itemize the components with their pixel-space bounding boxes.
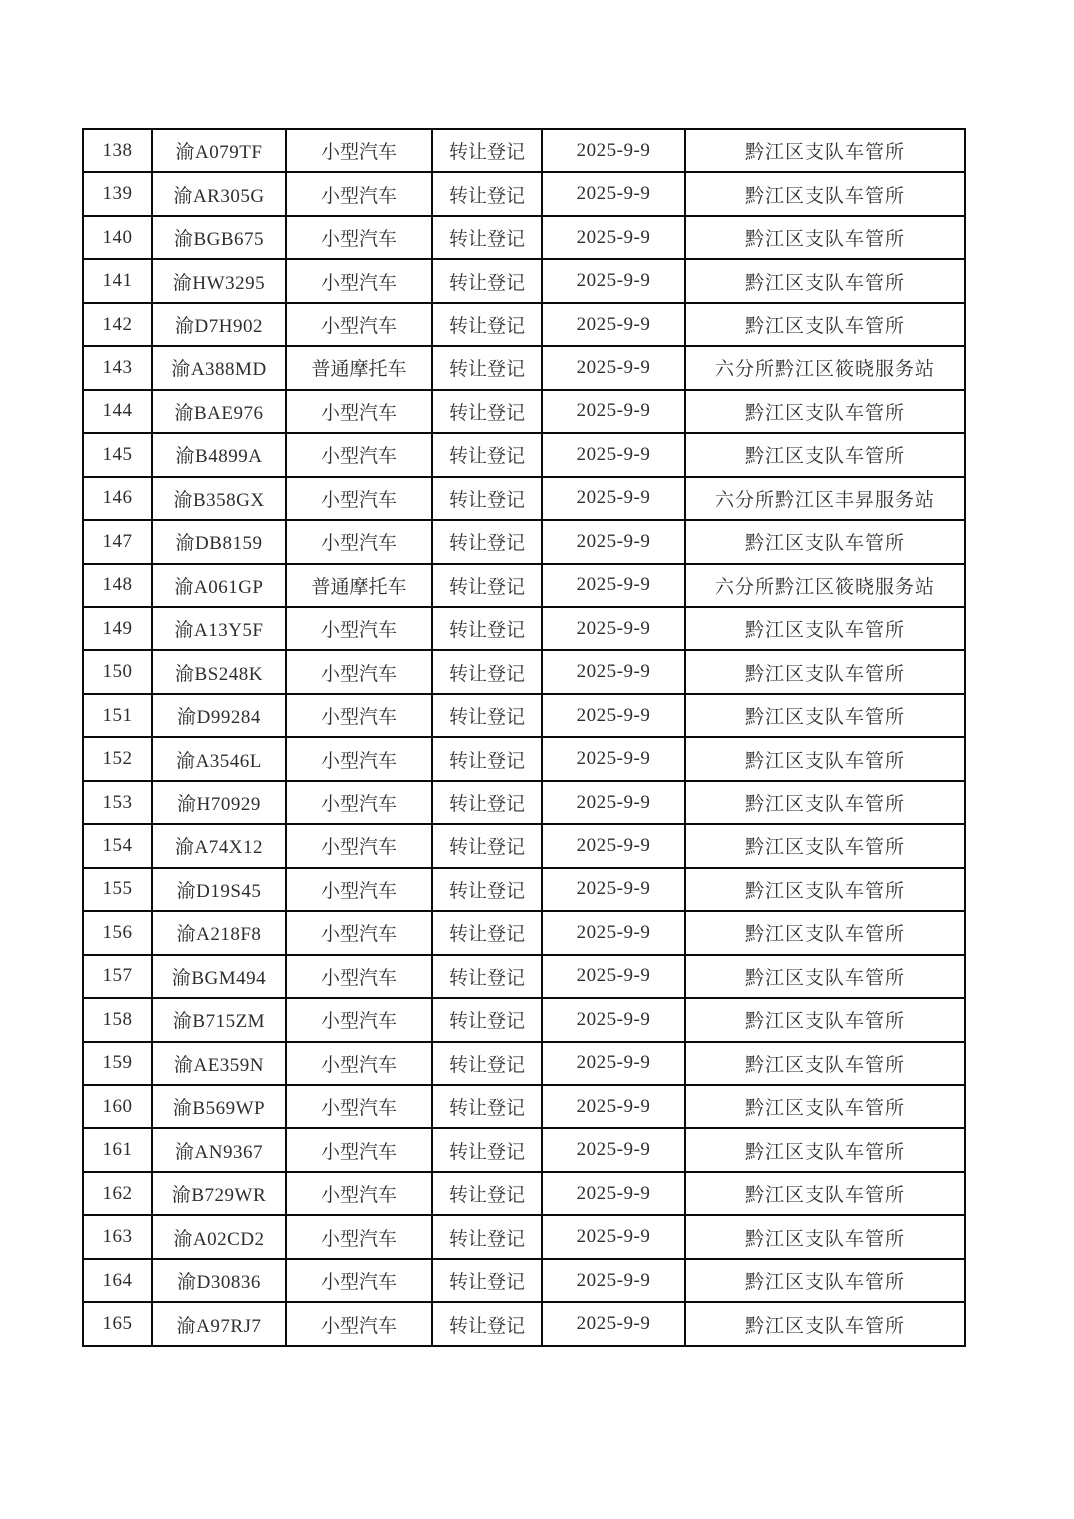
business-type-cell: 转让登记 (432, 781, 542, 824)
table-row (83, 1085, 965, 1128)
table-body (83, 129, 965, 1346)
row-number-cell: 164 (83, 1259, 152, 1302)
table-row (83, 911, 965, 954)
date-cell: 2025-9-9 (542, 868, 685, 911)
table-row (83, 824, 965, 867)
vehicle-registration-table (82, 128, 966, 1347)
vehicle-type-cell: 小型汽车 (286, 911, 432, 954)
table-row (83, 1259, 965, 1302)
business-type-cell: 转让登记 (432, 1085, 542, 1128)
date-cell: 2025-9-9 (542, 433, 685, 476)
vehicle-type-cell: 小型汽车 (286, 477, 432, 520)
plate-number-cell: 渝A74X12 (152, 824, 286, 867)
date-cell: 2025-9-9 (542, 1259, 685, 1302)
office-cell: 黔江区支队车管所 (685, 955, 965, 998)
office-cell: 黔江区支队车管所 (685, 520, 965, 563)
plate-number-cell: 渝A061GP (152, 564, 286, 607)
date-cell: 2025-9-9 (542, 998, 685, 1041)
table-row (83, 868, 965, 911)
vehicle-type-cell: 小型汽车 (286, 781, 432, 824)
office-cell: 黔江区支队车管所 (685, 216, 965, 259)
office-cell: 黔江区支队车管所 (685, 390, 965, 433)
business-type-cell: 转让登记 (432, 303, 542, 346)
business-type-cell: 转让登记 (432, 955, 542, 998)
office-cell: 黔江区支队车管所 (685, 172, 965, 215)
row-number-cell: 156 (83, 911, 152, 954)
plate-number-cell: 渝BGM494 (152, 955, 286, 998)
plate-number-cell: 渝B729WR (152, 1172, 286, 1215)
row-number-cell: 152 (83, 737, 152, 780)
vehicle-type-cell: 小型汽车 (286, 1172, 432, 1215)
date-cell: 2025-9-9 (542, 911, 685, 954)
vehicle-type-cell: 小型汽车 (286, 737, 432, 780)
vehicle-type-cell: 小型汽车 (286, 1085, 432, 1128)
business-type-cell: 转让登记 (432, 694, 542, 737)
business-type-cell: 转让登记 (432, 1172, 542, 1215)
date-cell: 2025-9-9 (542, 390, 685, 433)
row-number-cell: 145 (83, 433, 152, 476)
business-type-cell: 转让登记 (432, 129, 542, 172)
vehicle-type-cell: 小型汽车 (286, 520, 432, 563)
business-type-cell: 转让登记 (432, 433, 542, 476)
table-row (83, 216, 965, 259)
vehicle-type-cell: 普通摩托车 (286, 346, 432, 389)
row-number-cell: 142 (83, 303, 152, 346)
business-type-cell: 转让登记 (432, 259, 542, 302)
vehicle-type-cell: 小型汽车 (286, 303, 432, 346)
date-cell: 2025-9-9 (542, 259, 685, 302)
business-type-cell: 转让登记 (432, 216, 542, 259)
table-row (83, 694, 965, 737)
vehicle-type-cell: 小型汽车 (286, 998, 432, 1041)
table-row (83, 433, 965, 476)
business-type-cell: 转让登记 (432, 1215, 542, 1258)
office-cell: 黔江区支队车管所 (685, 1302, 965, 1346)
office-cell: 黔江区支队车管所 (685, 781, 965, 824)
vehicle-type-cell: 小型汽车 (286, 259, 432, 302)
row-number-cell: 148 (83, 564, 152, 607)
vehicle-type-cell: 小型汽车 (286, 433, 432, 476)
business-type-cell: 转让登记 (432, 998, 542, 1041)
plate-number-cell: 渝A02CD2 (152, 1215, 286, 1258)
office-cell: 黔江区支队车管所 (685, 737, 965, 780)
table-row (83, 955, 965, 998)
table-row (83, 1042, 965, 1085)
date-cell: 2025-9-9 (542, 1215, 685, 1258)
plate-number-cell: 渝D30836 (152, 1259, 286, 1302)
vehicle-type-cell: 小型汽车 (286, 1259, 432, 1302)
office-cell: 黔江区支队车管所 (685, 650, 965, 693)
vehicle-type-cell: 小型汽车 (286, 172, 432, 215)
table-row (83, 737, 965, 780)
office-cell: 黔江区支队车管所 (685, 694, 965, 737)
table-row (83, 650, 965, 693)
vehicle-type-cell: 小型汽车 (286, 694, 432, 737)
row-number-cell: 150 (83, 650, 152, 693)
date-cell: 2025-9-9 (542, 564, 685, 607)
date-cell: 2025-9-9 (542, 1128, 685, 1171)
vehicle-type-cell: 小型汽车 (286, 1128, 432, 1171)
date-cell: 2025-9-9 (542, 303, 685, 346)
business-type-cell: 转让登记 (432, 1128, 542, 1171)
row-number-cell: 160 (83, 1085, 152, 1128)
business-type-cell: 转让登记 (432, 390, 542, 433)
row-number-cell: 155 (83, 868, 152, 911)
row-number-cell: 138 (83, 129, 152, 172)
office-cell: 黔江区支队车管所 (685, 1172, 965, 1215)
vehicle-type-cell: 小型汽车 (286, 1042, 432, 1085)
plate-number-cell: 渝H70929 (152, 781, 286, 824)
plate-number-cell: 渝BS248K (152, 650, 286, 693)
row-number-cell: 158 (83, 998, 152, 1041)
vehicle-type-cell: 小型汽车 (286, 216, 432, 259)
date-cell: 2025-9-9 (542, 737, 685, 780)
table-row (83, 390, 965, 433)
office-cell: 黔江区支队车管所 (685, 1259, 965, 1302)
plate-number-cell: 渝DB8159 (152, 520, 286, 563)
plate-number-cell: 渝D99284 (152, 694, 286, 737)
office-cell: 黔江区支队车管所 (685, 911, 965, 954)
business-type-cell: 转让登记 (432, 824, 542, 867)
office-cell: 黔江区支队车管所 (685, 1215, 965, 1258)
row-number-cell: 165 (83, 1302, 152, 1346)
office-cell: 黔江区支队车管所 (685, 433, 965, 476)
plate-number-cell: 渝HW3295 (152, 259, 286, 302)
business-type-cell: 转让登记 (432, 868, 542, 911)
vehicle-type-cell: 小型汽车 (286, 955, 432, 998)
business-type-cell: 转让登记 (432, 520, 542, 563)
vehicle-type-cell: 小型汽车 (286, 1302, 432, 1346)
office-cell: 黔江区支队车管所 (685, 1042, 965, 1085)
office-cell: 黔江区支队车管所 (685, 129, 965, 172)
business-type-cell: 转让登记 (432, 346, 542, 389)
plate-number-cell: 渝B358GX (152, 477, 286, 520)
date-cell: 2025-9-9 (542, 1085, 685, 1128)
vehicle-type-cell: 小型汽车 (286, 390, 432, 433)
vehicle-type-cell: 小型汽车 (286, 868, 432, 911)
plate-number-cell: 渝B715ZM (152, 998, 286, 1041)
business-type-cell: 转让登记 (432, 477, 542, 520)
vehicle-type-cell: 普通摩托车 (286, 564, 432, 607)
date-cell: 2025-9-9 (542, 955, 685, 998)
date-cell: 2025-9-9 (542, 781, 685, 824)
business-type-cell: 转让登记 (432, 172, 542, 215)
row-number-cell: 153 (83, 781, 152, 824)
table-row (83, 607, 965, 650)
row-number-cell: 147 (83, 520, 152, 563)
office-cell: 黔江区支队车管所 (685, 1085, 965, 1128)
plate-number-cell: 渝BGB675 (152, 216, 286, 259)
date-cell: 2025-9-9 (542, 520, 685, 563)
vehicle-type-cell: 小型汽车 (286, 650, 432, 693)
business-type-cell: 转让登记 (432, 737, 542, 780)
office-cell: 黔江区支队车管所 (685, 998, 965, 1041)
office-cell: 黔江区支队车管所 (685, 607, 965, 650)
row-number-cell: 144 (83, 390, 152, 433)
date-cell: 2025-9-9 (542, 824, 685, 867)
date-cell: 2025-9-9 (542, 1042, 685, 1085)
row-number-cell: 149 (83, 607, 152, 650)
business-type-cell: 转让登记 (432, 564, 542, 607)
plate-number-cell: 渝D19S45 (152, 868, 286, 911)
date-cell: 2025-9-9 (542, 607, 685, 650)
date-cell: 2025-9-9 (542, 650, 685, 693)
office-cell: 六分所黔江区筱晓服务站 (685, 564, 965, 607)
row-number-cell: 161 (83, 1128, 152, 1171)
business-type-cell: 转让登记 (432, 607, 542, 650)
date-cell: 2025-9-9 (542, 694, 685, 737)
business-type-cell: 转让登记 (432, 1259, 542, 1302)
office-cell: 黔江区支队车管所 (685, 259, 965, 302)
office-cell: 六分所黔江区筱晓服务站 (685, 346, 965, 389)
row-number-cell: 154 (83, 824, 152, 867)
plate-number-cell: 渝AR305G (152, 172, 286, 215)
row-number-cell: 143 (83, 346, 152, 389)
table-row (83, 998, 965, 1041)
vehicle-type-cell: 小型汽车 (286, 824, 432, 867)
plate-number-cell: 渝A388MD (152, 346, 286, 389)
plate-number-cell: 渝AE359N (152, 1042, 286, 1085)
table-row (83, 477, 965, 520)
table-row (83, 564, 965, 607)
date-cell: 2025-9-9 (542, 172, 685, 215)
office-cell: 黔江区支队车管所 (685, 824, 965, 867)
business-type-cell: 转让登记 (432, 1042, 542, 1085)
table-row (83, 303, 965, 346)
date-cell: 2025-9-9 (542, 1302, 685, 1346)
plate-number-cell: 渝B569WP (152, 1085, 286, 1128)
plate-number-cell: 渝A97RJ7 (152, 1302, 286, 1346)
office-cell: 黔江区支队车管所 (685, 1128, 965, 1171)
table-row (83, 1172, 965, 1215)
row-number-cell: 151 (83, 694, 152, 737)
table-row (83, 1215, 965, 1258)
vehicle-type-cell: 小型汽车 (286, 607, 432, 650)
vehicle-type-cell: 小型汽车 (286, 129, 432, 172)
table-row (83, 1128, 965, 1171)
plate-number-cell: 渝D7H902 (152, 303, 286, 346)
row-number-cell: 139 (83, 172, 152, 215)
table-row (83, 172, 965, 215)
table-row (83, 1302, 965, 1346)
row-number-cell: 162 (83, 1172, 152, 1215)
plate-number-cell: 渝A13Y5F (152, 607, 286, 650)
business-type-cell: 转让登记 (432, 1302, 542, 1346)
row-number-cell: 163 (83, 1215, 152, 1258)
office-cell: 黔江区支队车管所 (685, 303, 965, 346)
plate-number-cell: 渝B4899A (152, 433, 286, 476)
plate-number-cell: 渝BAE976 (152, 390, 286, 433)
row-number-cell: 157 (83, 955, 152, 998)
row-number-cell: 146 (83, 477, 152, 520)
row-number-cell: 140 (83, 216, 152, 259)
date-cell: 2025-9-9 (542, 216, 685, 259)
row-number-cell: 141 (83, 259, 152, 302)
office-cell: 六分所黔江区丰昇服务站 (685, 477, 965, 520)
business-type-cell: 转让登记 (432, 650, 542, 693)
date-cell: 2025-9-9 (542, 1172, 685, 1215)
plate-number-cell: 渝AN9367 (152, 1128, 286, 1171)
table-row (83, 781, 965, 824)
plate-number-cell: 渝A079TF (152, 129, 286, 172)
table-row (83, 129, 965, 172)
row-number-cell: 159 (83, 1042, 152, 1085)
table-row (83, 520, 965, 563)
office-cell: 黔江区支队车管所 (685, 868, 965, 911)
plate-number-cell: 渝A3546L (152, 737, 286, 780)
table-row (83, 346, 965, 389)
vehicle-type-cell: 小型汽车 (286, 1215, 432, 1258)
table-row (83, 259, 965, 302)
date-cell: 2025-9-9 (542, 346, 685, 389)
business-type-cell: 转让登记 (432, 911, 542, 954)
date-cell: 2025-9-9 (542, 477, 685, 520)
plate-number-cell: 渝A218F8 (152, 911, 286, 954)
date-cell: 2025-9-9 (542, 129, 685, 172)
